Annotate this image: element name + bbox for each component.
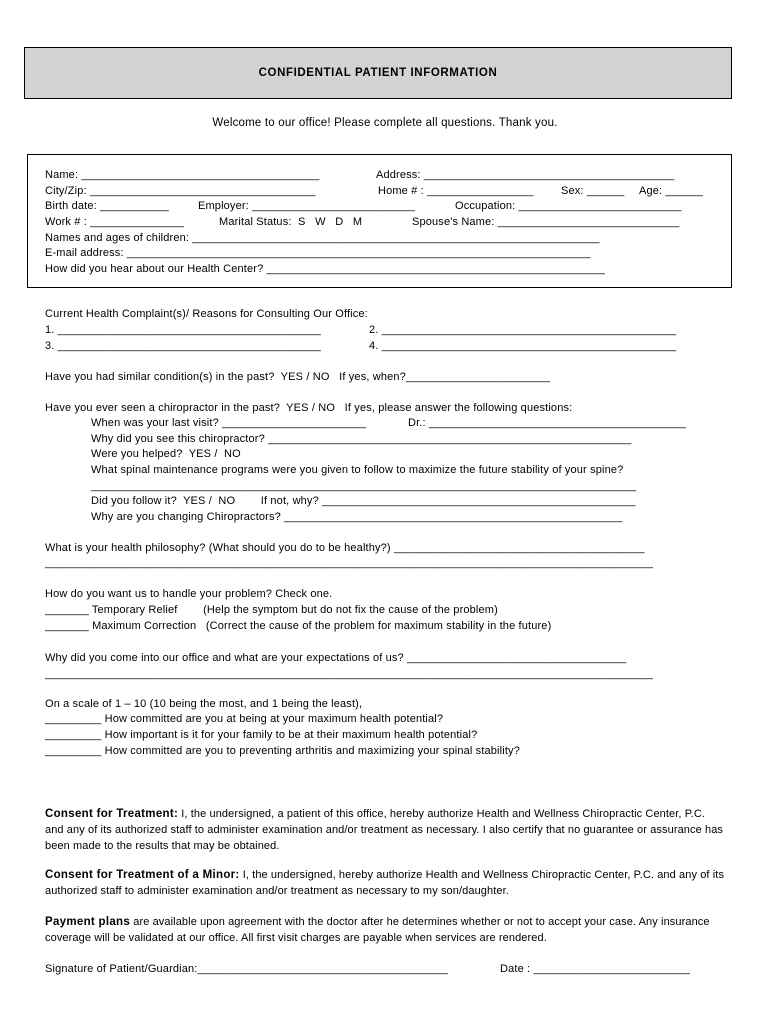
- maximum-correction-option[interactable]: _______ Maximum Correction (Correct the cause of the problem for maximum stability in the future): [45, 620, 552, 632]
- email-field[interactable]: E-mail address: __________________________________________________________________________: [45, 247, 591, 259]
- scale-question-1[interactable]: _________ How committed are you at being at your maximum health potential?: [45, 713, 444, 725]
- scale-question-2[interactable]: _________ How important is it for your family to be at their maximum health potential?: [45, 729, 478, 741]
- form-title-text: CONFIDENTIAL PATIENT INFORMATION: [258, 67, 498, 79]
- maintenance-programs-question: What spinal maintenance programs were you given to follow to maximize the future stability of your spine?: [91, 464, 624, 476]
- work-phone-field[interactable]: Work # : _______________: [45, 216, 185, 228]
- welcome-message: Welcome to our office! Please complete all questions. Thank you.: [212, 117, 558, 129]
- expectations-field[interactable]: Why did you come into our office and what are your expectations of us? ___________________________________: [45, 652, 627, 664]
- payment-plans-paragraph: [45, 914, 725, 946]
- temporary-relief-option[interactable]: _______ Temporary Relief (Help the symptom but do not fix the cause of the problem): [45, 604, 498, 616]
- why-see-chiropractor-field[interactable]: Why did you see this chiropractor? __________________________________________________________: [91, 433, 632, 445]
- consent-minor-paragraph: [45, 867, 725, 899]
- consent-treatment-paragraph: [45, 806, 725, 854]
- address-field[interactable]: Address: ________________________________________: [376, 169, 675, 181]
- consent-treatment-text: I, the undersigned, a patient of this office, hereby authorize Health and Wellness Chiropractic Center, P.C. and any of its authorized staff to administer examination and/or treatment as necessary. I also certify that no guarantee or assurance has been made to the results that may be obtained.: [45, 808, 724, 852]
- marital-status-field[interactable]: Marital Status: S W D M: [219, 216, 363, 228]
- referral-source-field[interactable]: How did you hear about our Health Center? ______________________________________________________: [45, 263, 605, 275]
- form-title: [24, 47, 732, 99]
- occupation-field[interactable]: Occupation: __________________________: [455, 200, 682, 212]
- were-you-helped-question[interactable]: Were you helped? YES / NO: [91, 448, 241, 460]
- expectations-line[interactable]: _________________________________________________________________________________________________: [45, 668, 653, 680]
- consent-treatment-label: Consent for Treatment:: [45, 808, 179, 820]
- chiropractor-question[interactable]: Have you ever seen a chiropractor in the past? YES / NO If yes, please answer the following questions:: [45, 402, 573, 414]
- sex-field[interactable]: Sex: ______: [561, 185, 625, 197]
- date-field[interactable]: Date : _________________________: [500, 963, 691, 975]
- last-visit-field[interactable]: When was your last visit? _______________________: [91, 417, 367, 429]
- payment-plans-label: Payment plans: [45, 916, 131, 928]
- consent-minor-label: Consent for Treatment of a Minor:: [45, 869, 240, 881]
- spouse-name-field[interactable]: Spouse's Name: _____________________________: [412, 216, 680, 228]
- handle-problem-question: How do you want us to handle your problem? Check one.: [45, 588, 333, 600]
- did-you-follow-question[interactable]: Did you follow it? YES / NO If not, why? __________________________________________________: [91, 495, 636, 507]
- age-field[interactable]: Age: ______: [639, 185, 704, 197]
- payment-plans-text: are available upon agreement with the doctor after he determines whether or not to accept your case. Any insurance coverage will be validated at our office. All first visit charges are payable when services are rendered.: [45, 916, 710, 944]
- home-phone-field[interactable]: Home # : _________________: [378, 185, 534, 197]
- changing-chiropractors-field[interactable]: Why are you changing Chiropractors? ______________________________________________________: [91, 511, 623, 523]
- scale-question-3[interactable]: _________ How committed are you to preventing arthritis and maximizing your spinal stability?: [45, 745, 520, 757]
- consent-minor-text: I, the undersigned, hereby authorize Health and Wellness Chiropractic Center, P.C. and any of its authorized staff to administer examination and/or treatment as necessary to my son/daughter.: [45, 869, 725, 897]
- health-philosophy-line[interactable]: _________________________________________________________________________________________________: [45, 557, 653, 569]
- city-zip-field[interactable]: City/Zip: ____________________________________: [45, 185, 316, 197]
- scale-intro: On a scale of 1 – 10 (10 being the most, and 1 being the least),: [45, 698, 363, 710]
- employer-field[interactable]: Employer: __________________________: [198, 200, 416, 212]
- complaints-heading: Current Health Complaint(s)/ Reasons for Consulting Our Office:: [45, 308, 368, 320]
- signature-field[interactable]: Signature of Patient/Guardian:________________________________________: [45, 963, 449, 975]
- complaint-4-field[interactable]: 4. _______________________________________________: [369, 340, 677, 352]
- doctor-field[interactable]: Dr.: _________________________________________: [408, 417, 686, 429]
- complaint-1-field[interactable]: 1. __________________________________________: [45, 324, 321, 336]
- name-field[interactable]: Name: ______________________________________: [45, 169, 320, 181]
- birth-date-field[interactable]: Birth date: ___________: [45, 200, 169, 212]
- complaint-3-field[interactable]: 3. __________________________________________: [45, 340, 321, 352]
- maintenance-programs-field[interactable]: _______________________________________________________________________________________: [91, 480, 637, 492]
- complaint-2-field[interactable]: 2. _______________________________________________: [369, 324, 677, 336]
- children-field[interactable]: Names and ages of children: _________________________________________________________________: [45, 232, 600, 244]
- health-philosophy-field[interactable]: What is your health philosophy? (What should you do to be healthy?) ________________________________________: [45, 542, 645, 554]
- similar-condition-question[interactable]: Have you had similar condition(s) in the past? YES / NO If yes, when?_______________________: [45, 371, 551, 383]
